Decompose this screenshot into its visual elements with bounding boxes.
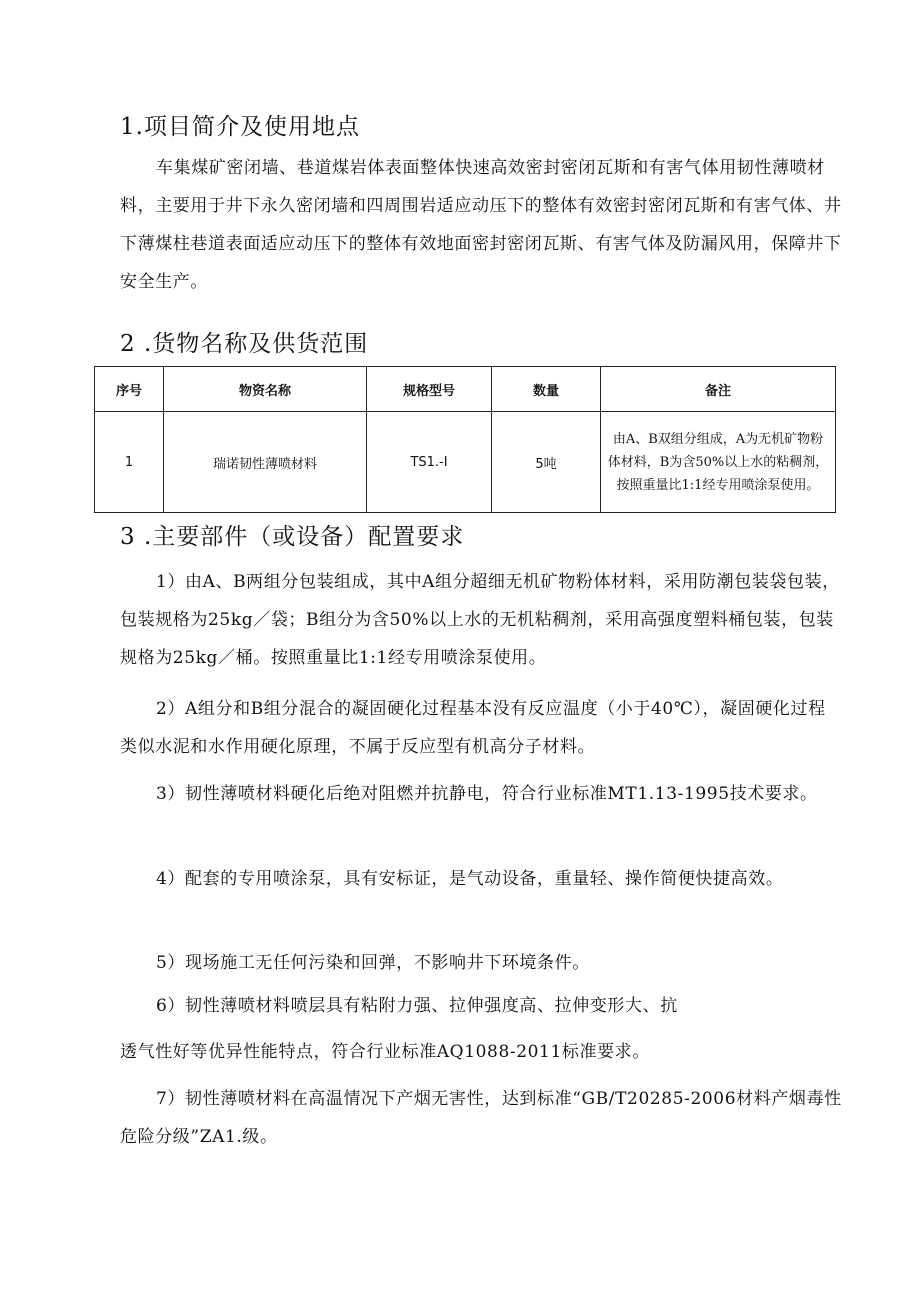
col-header-qty: 数量 [492,367,601,412]
requirement-item-2: 2）A组分和B组分混合的凝固硬化过程基本没有反应温度（小于40℃），凝固硬化过程类似水泥和水作用硬化原理，不属于反应型有机高分子材料。 [120,699,826,757]
goods-table [94,366,836,513]
table-header-row [95,367,836,412]
requirement-item-6-line1: 6）韧性薄喷材料喷层具有粘附力强、拉伸强度高、拉伸变形大、抗 [156,996,678,1016]
section3-heading: 3 .主要部件（或设备）配置要求 [120,524,465,550]
requirement-item-4: 4）配套的专用喷涂泵，具有安标证，是气动设备，重量轻、操作简便快捷高效。 [156,869,784,889]
section2-heading: 2 .货物名称及供货范围 [120,331,369,357]
cell-qty: 5吨 [492,412,601,513]
table-row [95,412,836,513]
col-header-note: 备注 [601,367,836,412]
requirement-item-1: 1）由A、B两组分包装组成，其中A组分超细无机矿物粉体材料，采用防潮包装袋包装，包装规格为25kg／袋；B组分为含50%以上水的无机粘稠剂，采用高强度塑料桶包装，包装规格为25kg／桶。按照重量比1:1经专用喷涂泵使用。 [120,572,840,668]
requirement-item-3: 3）韧性薄喷材料硬化后绝对阻燃并抗静电，符合行业标准MT1.13-1995技术要求。 [156,784,818,804]
section1-heading: 1.项目简介及使用地点 [120,114,360,140]
cell-model: TS1.-I [367,412,492,513]
section1-paragraph: 车集煤矿密闭墙、巷道煤岩体表面整体快速高效密封密闭瓦斯和有害气体用韧性薄喷材料，主要用于井下永久密闭墙和四周围岩适应动压下的整体有效密封密闭瓦斯和有害气体、井下薄煤柱巷道表面适应动压下的整体有效地面密封密闭瓦斯、有害气体及防漏风用，保障井下安全生产。 [120,158,842,292]
requirement-item-7: 7）韧性薄喷材料在高温情况下产烟无害性，达到标准“GB/T20285-2006材料产烟毒性危险分级”ZA1.级。 [120,1089,842,1147]
requirement-item-6-line2: 透气性好等优异性能特点，符合行业标准AQ1088-2011标准要求。 [120,1042,650,1062]
col-header-no: 序号 [95,367,164,412]
col-header-name: 物资名称 [164,367,367,412]
cell-name: 瑞诺韧性薄喷材料 [164,412,367,513]
requirement-item-5: 5）现场施工无任何污染和回弹，不影响井下环境条件。 [156,953,590,973]
cell-no: 1 [95,412,164,513]
col-header-model: 规格型号 [367,367,492,412]
cell-note: 由A、B双组分组成，A为无机矿物粉体材料，B为含50%以上水的粘稠剂，按照重量比1:1经专用喷涂泵使用。 [601,412,836,513]
